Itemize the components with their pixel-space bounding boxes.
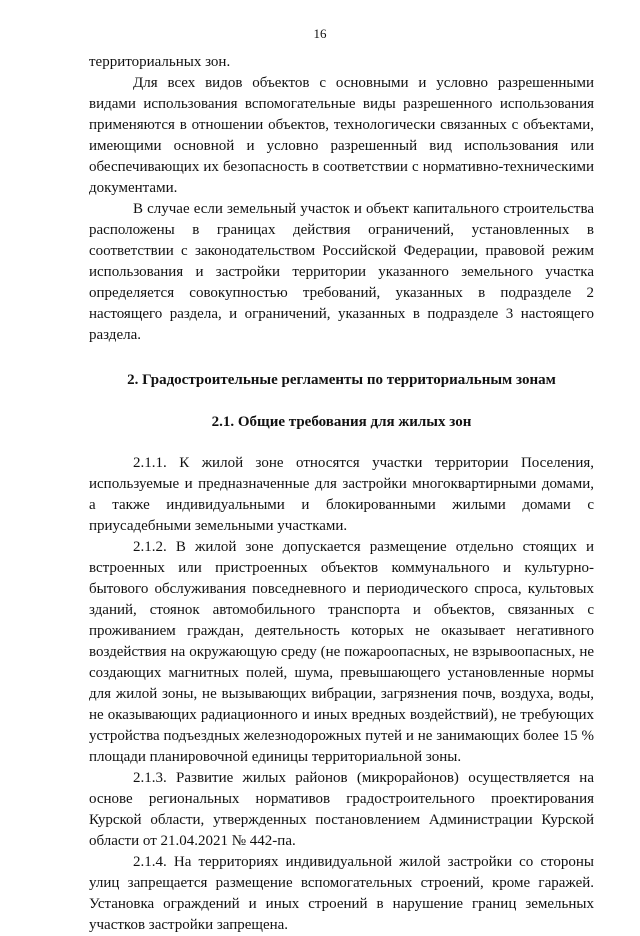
paragraph-2-1-2: 2.1.2. В жилой зоне допускается размещение отдельно стоящих и встроенных или пристроенных объектов коммунального и культурно-бытового обслуживания повседневного и периодического спроса, культовых зданий, стоянок автомобильного транспорта и объектов, связанных с проживанием граждан, деятельность которых не оказывает негативного воздействия на окружающую среду (не пожароопасных, не взрывоопасных, не создающих магнитных полей, шума, превышающего установленные нормы для жилой зоны, не вызывающих вибрации, загрязнения почв, воздуха, воды, не оказывающих радиационного и иных вредных воздействий), не требующих устройства подъездных железнодорожных путей и не занимающих более 15 % площади планировочной единицы территориальной зоны. bbox=[89, 539, 594, 765]
paragraph-restrictions: В случае если земельный участок и объект капитального строительства расположены в границах действия ограничений, установленных в соответствии с законодательством Российской Федерации, правовой режим использования и застройки территории указанного земельного участка определяется совокупностью требований, указанных в подразделе 2 настоящего раздела, и ограничений, указанных в подразделе 3 настоящего раздела. bbox=[89, 201, 594, 343]
document-body bbox=[89, 52, 594, 936]
section-heading: 2. Градостроительные регламенты по территориальным зонам bbox=[127, 372, 556, 388]
paragraph-continuation: территориальных зон. bbox=[89, 54, 231, 70]
paragraph-2-1-3: 2.1.3. Развитие жилых районов (микрорайонов) осуществляется на основе региональных нормативов градостроительного проектирования Курской области, утвержденных постановлением Администрации Курской области от 21.04.2021 № 442-па. bbox=[89, 770, 594, 849]
subsection-heading: 2.1. Общие требования для жилых зон bbox=[211, 414, 472, 430]
paragraph-2-1-1: 2.1.1. К жилой зоне относятся участки территории Поселения, используемые и предназначенные для застройки многоквартирными домами, а также индивидуальными и блокированными жилыми домами с приусадебными земельными участками. bbox=[89, 455, 594, 534]
page-number: 16 bbox=[313, 26, 327, 41]
paragraph-auxiliary-uses: Для всех видов объектов с основными и условно разрешенными видами использования вспомогательные виды разрешенного использования применяются в отношении объектов, технологически связанных с объектами, имеющими основной и условно разрешенный вид использования или обеспечивающих их безопасность в соответствии с нормативно-техническими документами. bbox=[89, 75, 594, 196]
paragraph-2-1-4: 2.1.4. На территориях индивидуальной жилой застройки со стороны улиц запрещается размещение вспомогательных строений, кроме гаражей. Установка ограждений и иных строений в нарушение границ земельных участков застройки запрещена. bbox=[89, 854, 594, 933]
